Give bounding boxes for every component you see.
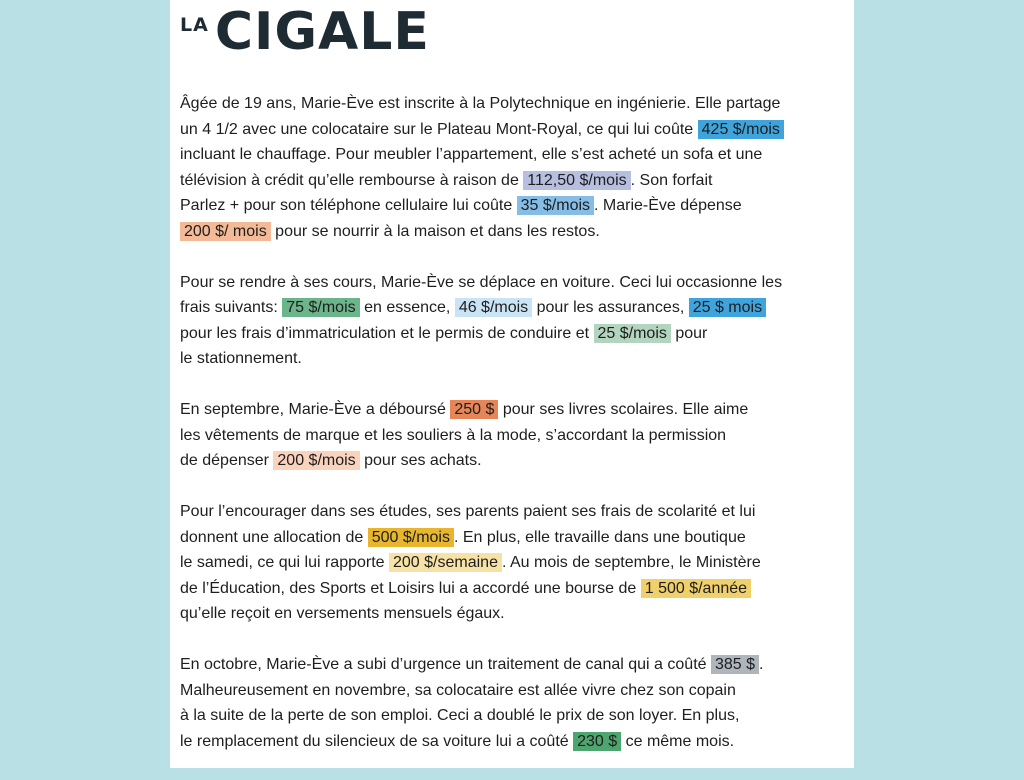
text-segment: le stationnement. — [180, 350, 302, 367]
text-segment: pour se nourrir à la maison et dans les restos. — [270, 222, 600, 240]
text-line — [180, 550, 860, 576]
text-line — [180, 397, 860, 423]
text-segment: de l’Éducation, des Sports et Loisirs lui a accordé une bourse de — [180, 579, 641, 597]
text-segment: les vêtements de marque et les souliers à la mode, s’accordant la permission — [180, 426, 727, 444]
text-segment: ce même mois. — [621, 732, 735, 750]
highlighted-amount: 112,50 $/mois — [523, 171, 630, 190]
paragraph — [180, 397, 860, 474]
text-segment: . Marie-Ève dépense — [594, 197, 742, 214]
text-line — [180, 729, 860, 755]
text-segment: le samedi, ce qui lui rapporte — [180, 554, 389, 571]
text-segment: frais suivants: — [180, 299, 283, 316]
text-segment: Parlez + pour son téléphone cellulaire lui coûte — [180, 197, 517, 214]
text-segment: . — [759, 656, 764, 673]
text-segment: pour les assurances, — [532, 299, 689, 316]
text-line — [180, 423, 860, 449]
text-line — [180, 270, 860, 296]
text-line — [180, 703, 860, 729]
highlighted-amount: 35 $/mois — [517, 196, 594, 215]
highlighted-amount: 250 $ — [450, 400, 498, 419]
highlighted-amount: 25 $ mois — [689, 298, 766, 317]
text-segment: un 4 1/2 avec une colocataire sur le Plateau Mont-Royal, ce qui lui coûte — [180, 120, 698, 138]
text-segment: En septembre, Marie-Ève a déboursé — [180, 401, 451, 418]
text-line — [180, 142, 860, 168]
highlighted-amount: 25 $/mois — [594, 324, 671, 343]
logo-title: CIGALE — [214, 2, 430, 62]
highlighted-amount: 1 500 $/année — [641, 579, 751, 598]
text-segment: . Au mois de septembre, le Ministère — [501, 554, 761, 571]
text-segment: pour ses achats. — [359, 452, 482, 469]
text-line — [180, 91, 860, 117]
text-line — [180, 525, 860, 551]
text-line — [180, 193, 860, 219]
highlighted-amount: 200 $/semaine — [389, 553, 502, 572]
paragraph — [180, 270, 860, 372]
text-segment: de dépenser — [180, 452, 274, 469]
text-line — [180, 448, 860, 474]
document-page — [170, 0, 854, 768]
text-line — [180, 168, 860, 194]
text-segment: le remplacement du silencieux de sa voiture lui a coûté — [180, 732, 574, 750]
text-segment: Pour l’encourager dans ses études, ses parents paient ses frais de scolarité et lui — [180, 503, 756, 520]
text-line — [180, 499, 860, 525]
text-line — [180, 601, 860, 627]
highlighted-amount: 425 $/mois — [698, 120, 784, 139]
highlighted-amount: 385 $ — [711, 655, 759, 674]
paragraph — [180, 91, 860, 244]
text-segment: en essence, — [359, 299, 455, 316]
highlighted-amount: 200 $/mois — [273, 451, 359, 470]
text-segment: Malheureusement en novembre, sa colocataire est allée vivre chez son copain — [180, 681, 736, 699]
text-line — [180, 346, 860, 372]
paragraph — [180, 652, 860, 754]
text-segment: . Son forfait — [630, 171, 713, 189]
text-line — [180, 117, 860, 143]
text-segment: télévision à crédit qu’elle rembourse à raison de — [180, 171, 524, 189]
story-text — [180, 91, 860, 780]
text-segment: à la suite de la perte de son emploi. Ceci a doublé le prix de son loyer. En plus, — [180, 707, 740, 724]
text-segment: pour — [670, 324, 708, 342]
text-line — [180, 321, 860, 347]
text-segment: incluant le chauffage. Pour meubler l’appartement, elle s’est acheté un sofa et une — [180, 146, 763, 163]
text-segment: pour les frais d’immatriculation et le permis de conduire et — [180, 324, 594, 342]
highlighted-amount: 75 $/mois — [282, 298, 359, 317]
text-line — [180, 678, 860, 704]
highlighted-amount: 230 $ — [573, 732, 621, 751]
highlighted-amount: 46 $/mois — [455, 298, 532, 317]
paragraph — [180, 499, 860, 627]
logo-prefix: LA — [180, 14, 209, 36]
text-segment: donnent une allocation de — [180, 528, 368, 546]
text-segment: pour ses livres scolaires. Elle aime — [498, 401, 749, 418]
text-line — [180, 295, 860, 321]
text-line — [180, 576, 860, 602]
text-segment: En octobre, Marie-Ève a subi d’urgence un traitement de canal qui a coûté — [180, 656, 711, 673]
text-segment: qu’elle reçoit en versements mensuels égaux. — [180, 605, 505, 622]
text-segment: Âgée de 19 ans, Marie-Ève est inscrite à la Polytechnique en ingénierie. Elle partage — [180, 95, 781, 112]
la-cigale-logo — [180, 2, 430, 62]
highlighted-amount: 500 $/mois — [368, 528, 454, 547]
text-line — [180, 652, 860, 678]
text-line — [180, 219, 860, 245]
highlighted-amount: 200 $/ mois — [180, 222, 271, 241]
text-segment: Pour se rendre à ses cours, Marie-Ève se déplace en voiture. Ceci lui occasionne les — [180, 273, 783, 291]
text-segment: . En plus, elle travaille dans une boutique — [453, 528, 746, 546]
